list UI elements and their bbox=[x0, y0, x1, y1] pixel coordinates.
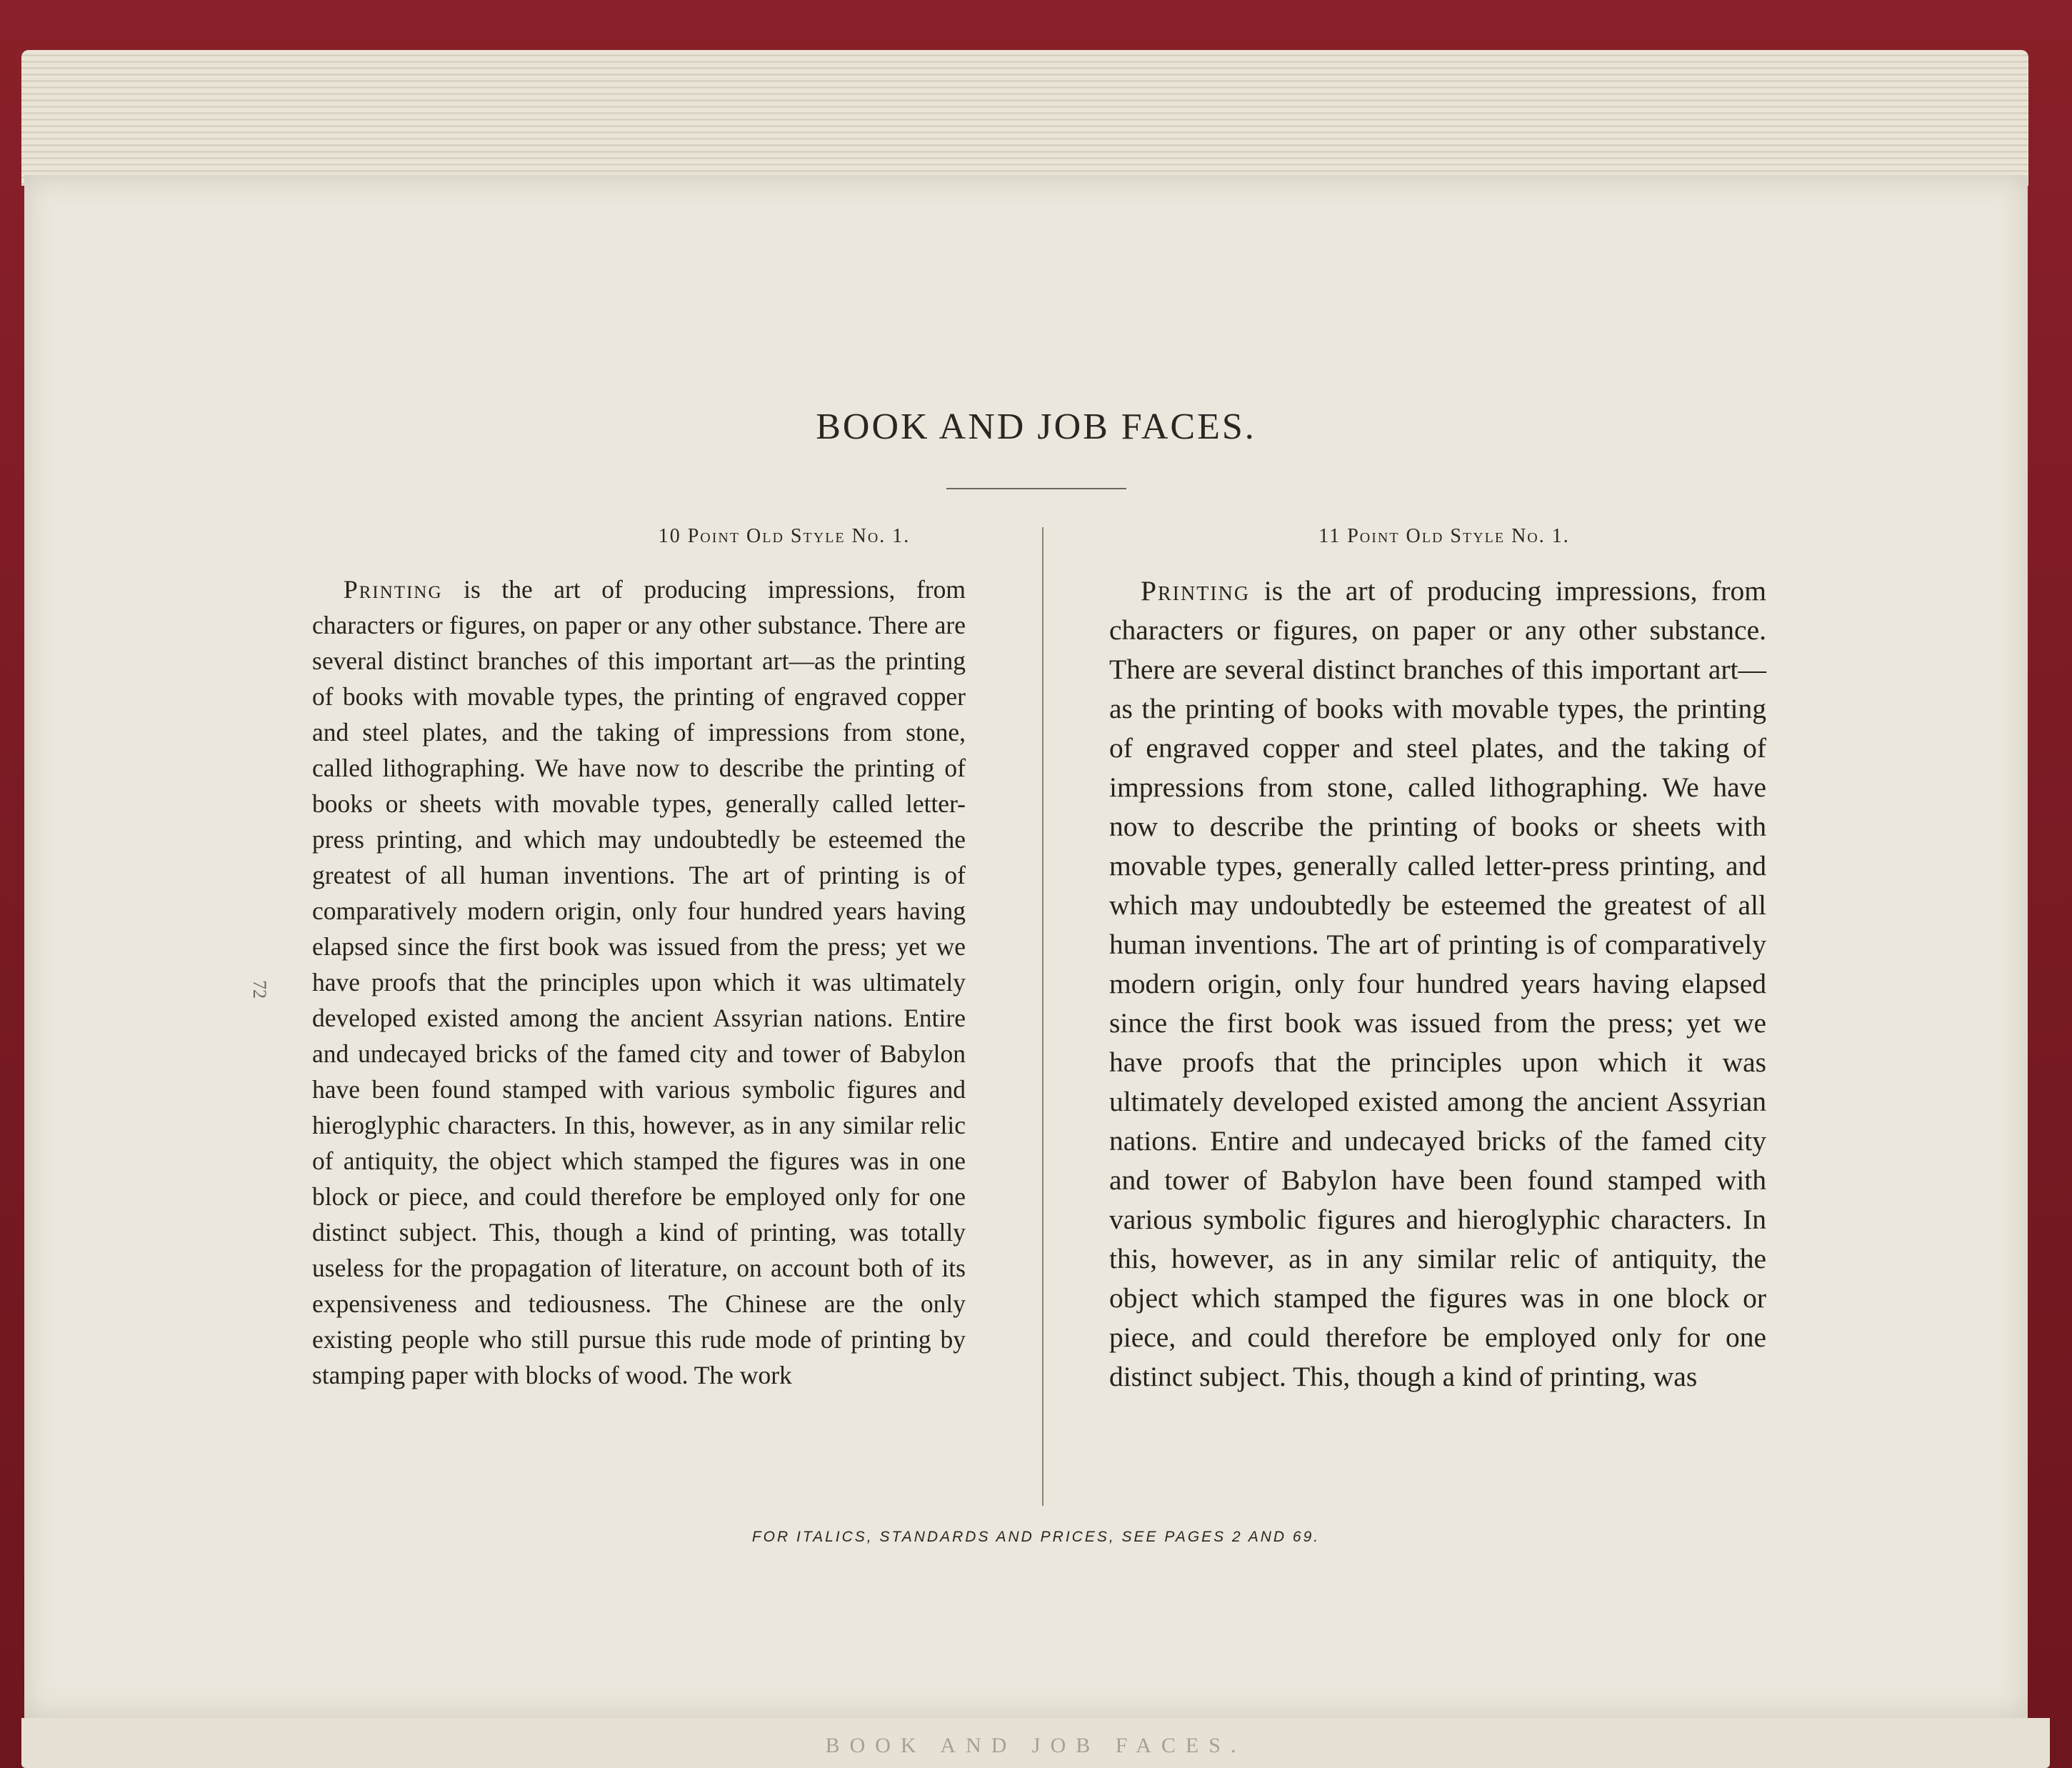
right-heading-text: 11 Point Old Style No. 1. bbox=[1318, 525, 1570, 547]
left-heading-text: 10 Point Old Style No. 1. bbox=[658, 525, 911, 547]
right-column-text bbox=[1109, 571, 1766, 1397]
page-title: BOOK AND JOB FACES. bbox=[816, 406, 1256, 447]
title-rule bbox=[946, 488, 1126, 489]
left-column-text bbox=[312, 571, 966, 1393]
right-column-heading bbox=[1158, 525, 1730, 548]
footer-note: FOR ITALICS, STANDARDS AND PRICES, SEE PAGES 2 AND 69. bbox=[751, 1529, 1321, 1545]
right-body-text: is the art of producing impressions, from characters or figures, on paper or any other substance. There are several distinct branches of this important art—as the printing of books with movable types, the printing of engraved copper and steel plates, and the taking of impressions from stone, called lithographing. We have now to describe the printing of books or sheets with movable types, generally called letter-press printing, and which may undoubtedly be esteemed the greatest of all human inventions. The art of printing is of comparatively modern origin, only four hundred years having elapsed since the first book was issued from the press; yet we have proofs that the principles upon which it was ultimately developed existed among the ancient Assyrian nations. Entire and undecayed bricks of the famed city and tower of Babylon have been found stamped with various symbolic figures and hieroglyphic characters. In this, however, as in any similar relic of antiquity, the object which stamped the figures was in one block or piece, and could therefore be employed only for one distinct subject. This, though a kind of printing, was bbox=[1109, 575, 1766, 1392]
next-page-edge bbox=[21, 1718, 2050, 1768]
column-divider bbox=[1042, 527, 1043, 1506]
page-number: 72 bbox=[249, 980, 270, 999]
left-column-heading bbox=[499, 525, 1070, 548]
left-body-text: is the art of producing impressions, from characters or figures, on paper or any other substance. There are several distinct branches of this important art—as the printing of books with movable types, the printing of engraved copper and steel plates, and the taking of impressions from stone, called lithographing. We have now to describe the printing of books or sheets with movable types, generally called letter-press printing, and which may undoubtedly be esteemed the greatest of all human inventions. The art of printing is of comparatively modern origin, only four hundred years having elapsed since the first book was issued from the press; yet we have proofs that the principles upon which it was ultimately developed existed among the ancient Assyrian nations. Entire and undecayed bricks of the famed city and tower of Babylon have been found stamped with various symbolic figures and hieroglyphic characters. In this, however, as in any similar relic of antiquity, the object which stamped the figures was in one block or piece, and could therefore be employed only for one distinct subject. This, though a kind of printing, was totally useless for the propagation of literature, on account both of its expensiveness and tediousness. The Chinese are the only existing people who still pursue this rude mode of printing by stamping paper with blocks of wood. The work bbox=[312, 575, 966, 1389]
right-lead-word: Printing bbox=[1141, 575, 1251, 606]
next-page-ghost-title: BOOK AND JOB FACES. bbox=[825, 1734, 1246, 1757]
page-edges bbox=[21, 50, 2028, 186]
left-lead-word: Printing bbox=[344, 575, 443, 604]
